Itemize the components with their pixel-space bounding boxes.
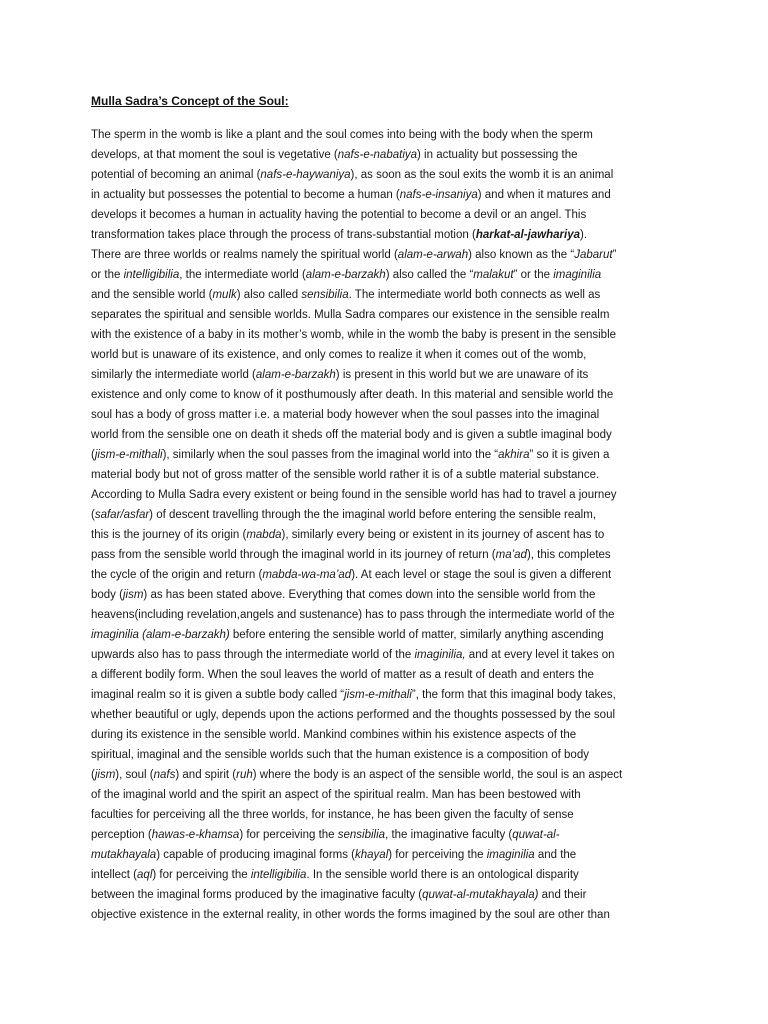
text-line: [91, 405, 691, 425]
text-run: and the: [534, 849, 577, 861]
text-run: ) for perceiving the: [239, 829, 338, 841]
text-line: [91, 165, 691, 185]
text-line: [91, 265, 691, 285]
text-run: ) as has been stated above. Everything that comes down into the sensible world from the: [143, 589, 596, 601]
italic-term: aql: [137, 869, 153, 881]
text-line: [91, 225, 691, 245]
page-title: Mulla Sadra’s Concept of the Soul:: [91, 94, 289, 108]
text-run: ). At each level or stage the soul is given a different: [351, 569, 612, 581]
text-line: [91, 745, 691, 765]
text-line: [91, 285, 691, 305]
text-run: develops, at that moment the soul is vegetative (: [91, 149, 338, 161]
text-line: [91, 725, 691, 745]
text-run: world from the sensible one on death it sheds off the material body and is given a subtle imaginal body: [91, 429, 612, 441]
text-run: ) also called the “: [385, 269, 474, 281]
italic-term: quwat-al-: [512, 829, 560, 841]
italic-term: ruh: [236, 769, 253, 781]
text-run: spiritual, imaginal and the sensible worlds such that the human existence is a composition of body: [91, 749, 589, 761]
text-run: ) also known as the “: [468, 249, 575, 261]
text-line: [91, 685, 691, 705]
body-paragraph: [91, 125, 691, 925]
text-run: upwards also has to pass through the intermediate world of the: [91, 649, 415, 661]
text-run: ), similarly when the soul passes from the imaginal world into the “: [162, 449, 499, 461]
italic-term: alam-e-arwah: [397, 249, 469, 261]
text-run: soul has a body of gross matter i.e. a material body however when the soul passes into the imaginal: [91, 409, 600, 421]
italic-term: ma’ad: [495, 549, 527, 561]
text-line: [91, 145, 691, 165]
italic-term: safar/asfar: [94, 509, 150, 521]
text-run: ) also called: [236, 289, 302, 301]
text-run: existence and only come to know of it posthumously after death. In this material and sensible world the: [91, 389, 614, 401]
text-line: [91, 625, 691, 645]
italic-term: intelligibilia: [123, 269, 180, 281]
text-line: [91, 605, 691, 625]
text-line: [91, 125, 691, 145]
italic-term: khayal: [355, 849, 389, 861]
text-run: There are three worlds or realms namely the spiritual world (: [91, 249, 398, 261]
italic-term: nafs-e-insaniya: [399, 189, 478, 201]
text-run: ) in actuality but possessing the: [417, 149, 578, 161]
text-line: [91, 245, 691, 265]
text-run: faculties for perceiving all the three worlds, for instance, he has been given the faculty of sense: [91, 809, 574, 821]
text-line: [91, 445, 691, 465]
text-line: [91, 545, 691, 565]
text-run: intellect (: [91, 869, 138, 881]
italic-term: imaginilia: [486, 849, 535, 861]
text-run: ” so it is given a: [529, 449, 610, 461]
text-line: [91, 525, 691, 545]
text-run: similarly the intermediate world (: [91, 369, 256, 381]
text-line: [91, 465, 691, 485]
italic-term: akhira: [498, 449, 530, 461]
text-run: or the: [91, 269, 124, 281]
text-run: ) for perceiving the: [388, 849, 487, 861]
italic-term: mutakhayala: [91, 849, 157, 861]
text-run: (: [91, 509, 95, 521]
text-line: [91, 645, 691, 665]
text-run: and at every level it takes on: [465, 649, 615, 661]
text-run: of the imaginal world and the spirit an aspect of the spiritual realm. Man has been bestowed with: [91, 789, 581, 801]
text-line: [91, 845, 691, 865]
italic-term: intelligibilia: [250, 869, 307, 881]
italic-term: mabda: [246, 529, 282, 541]
text-run: . In the sensible world there is an ontological disparity: [306, 869, 579, 881]
text-run: ) of descent travelling through the the imaginal world before entering the sensible realm,: [149, 509, 597, 521]
text-line: [91, 705, 691, 725]
italic-term: jism: [122, 589, 144, 601]
text-run: ”, the form that this imaginal body takes,: [411, 689, 616, 701]
text-run: with the existence of a baby in its mother’s womb, while in the womb the baby is present in the sensible: [91, 329, 617, 341]
text-line: [91, 385, 691, 405]
text-line: [91, 425, 691, 445]
text-run: body (: [91, 589, 123, 601]
text-line: [91, 865, 691, 885]
italic-term: Jabarut: [574, 249, 613, 261]
italic-term: quwat-al-mutakhayala): [422, 889, 539, 901]
italic-term: nafs: [153, 769, 176, 781]
text-run: transformation takes place through the process of trans-substantial motion (: [91, 229, 476, 241]
text-run: ), this completes: [526, 549, 611, 561]
text-run: imaginal realm so it is given a subtle body called “: [91, 689, 345, 701]
text-run: pass from the sensible world through the imaginal world in its journey of return (: [91, 549, 496, 561]
italic-term: hawas-e-khamsa: [151, 829, 240, 841]
text-run: ), soul (: [115, 769, 154, 781]
text-line: [91, 325, 691, 345]
text-run: world but is unaware of its existence, and only comes to realize it when it comes out of the womb,: [91, 349, 587, 361]
text-line: [91, 585, 691, 605]
text-line: [91, 305, 691, 325]
italic-term: alam-e-barzakh: [255, 369, 336, 381]
text-run: in actuality but possesses the potential to become a human (: [91, 189, 400, 201]
italic-term: imaginilia: [553, 269, 602, 281]
text-run: perception (: [91, 829, 152, 841]
text-line: [91, 365, 691, 385]
italic-term: nafs-e-haywaniya: [260, 169, 351, 181]
text-run: develops it becomes a human in actuality having the potential to become a devil or an angel. This: [91, 209, 587, 221]
text-run: ” or the: [513, 269, 554, 281]
text-line: [91, 505, 691, 525]
text-line: [91, 765, 691, 785]
text-run: ) and spirit (: [175, 769, 237, 781]
text-line: [91, 185, 691, 205]
text-line: [91, 885, 691, 905]
text-run: ).: [580, 229, 588, 241]
bold-italic-term: harkat-al-jawhariya: [475, 229, 580, 241]
text-run: during its existence in the sensible world. Mankind combines within his existence aspects of the: [91, 729, 577, 741]
text-run: potential of becoming an animal (: [91, 169, 261, 181]
text-run: ) capable of producing imaginal forms (: [156, 849, 356, 861]
text-run: ) where the body is an aspect of the sensible world, the soul is an aspect: [252, 769, 623, 781]
text-line: [91, 665, 691, 685]
italic-term: jism-e-mithali: [344, 689, 412, 701]
text-run: ), similarly every being or existent in its journey of ascent has to: [281, 529, 605, 541]
italic-term: imaginilia (alam-e-barzakh): [91, 629, 230, 641]
text-run: objective existence in the external reality, in other words the forms imagined by the soul are other than: [91, 909, 610, 921]
text-run: ) for perceiving the: [152, 869, 251, 881]
text-run: , the imaginative faculty (: [385, 829, 513, 841]
text-line: [91, 205, 691, 225]
text-line: [91, 905, 691, 925]
text-line: [91, 485, 691, 505]
text-line: [91, 825, 691, 845]
text-run: and the sensible world (: [91, 289, 213, 301]
text-run: material body but not of gross matter of the sensible world rather it is of a subtle material substance.: [91, 469, 600, 481]
text-run: According to Mulla Sadra every existent or being found in the sensible world has had to travel a journey: [91, 489, 617, 501]
text-run: separates the spiritual and sensible worlds. Mulla Sadra compares our existence in the sensible realm: [91, 309, 610, 321]
text-run: ) and when it matures and: [477, 189, 611, 201]
text-run: ”: [612, 249, 617, 261]
text-run: the cycle of the origin and return (: [91, 569, 263, 581]
text-run: a different bodily form. When the soul leaves the world of matter as a result of death and enters the: [91, 669, 594, 681]
text-run: and their: [538, 889, 587, 901]
text-run: . The intermediate world both connects as well as: [348, 289, 601, 301]
text-run: (: [91, 449, 95, 461]
italic-term: mulk: [212, 289, 237, 301]
text-run: before entering the sensible world of matter, similarly anything ascending: [229, 629, 604, 641]
text-line: [91, 345, 691, 365]
text-run: ) is present in this world but we are unaware of its: [335, 369, 589, 381]
text-run: heavens(including revelation,angels and sustenance) has to pass through the intermediate world of the: [91, 609, 615, 621]
italic-term: alam-e-barzakh: [305, 269, 386, 281]
text-run: this is the journey of its origin (: [91, 529, 247, 541]
italic-term: nafs-e-nabatiya: [337, 149, 418, 161]
text-line: [91, 565, 691, 585]
text-line: [91, 805, 691, 825]
text-run: whether beautiful or ugly, depends upon the actions performed and the thoughts possessed by the soul: [91, 709, 616, 721]
text-line: [91, 785, 691, 805]
text-run: The sperm in the womb is like a plant and the soul comes into being with the body when the sperm: [91, 129, 593, 141]
italic-term: sensibilia: [301, 289, 349, 301]
text-run: (: [91, 769, 95, 781]
italic-term: malakut: [473, 269, 514, 281]
italic-term: imaginilia,: [414, 649, 466, 661]
italic-term: jism: [94, 769, 116, 781]
italic-term: sensibilia: [337, 829, 386, 841]
italic-term: mabda-wa-ma’ad: [262, 569, 352, 581]
text-run: , the intermediate world (: [179, 269, 306, 281]
italic-term: jism-e-mithali: [94, 449, 163, 461]
text-run: between the imaginal forms produced by the imaginative faculty (: [91, 889, 423, 901]
text-run: ), as soon as the soul exits the womb it is an animal: [350, 169, 614, 181]
